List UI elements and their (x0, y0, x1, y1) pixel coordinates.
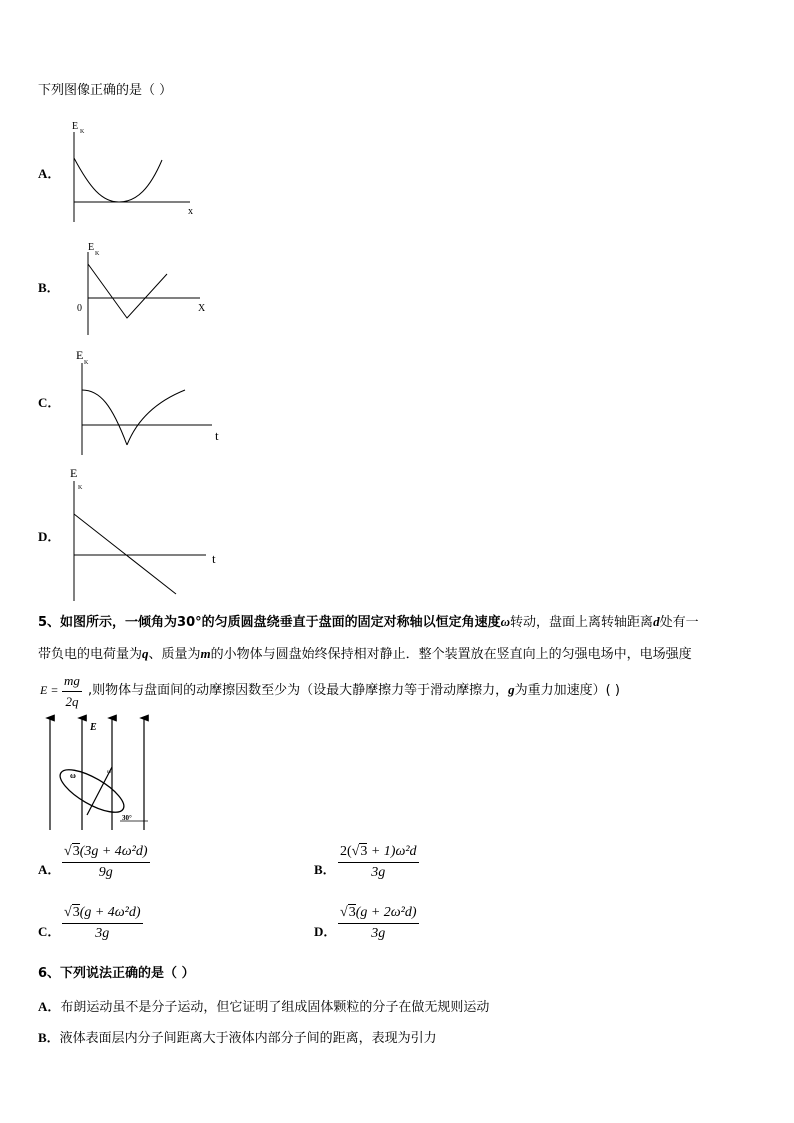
q5-formula-lhs: E = (40, 683, 59, 697)
q5-option-a-label: A． (38, 862, 61, 877)
q5-m: m (200, 646, 211, 661)
q5-formula-fraction (62, 673, 82, 710)
q5-line2c: 的小物体与圆盘始终保持相对静止．整个装置放在竖直向上的匀强电场中，电场强度 (210, 647, 692, 662)
q5-d: d (653, 614, 660, 629)
q5-option-c-label: C． (38, 924, 61, 939)
q5-line1b: 转动，盘面上离转轴距离 (510, 615, 654, 630)
graph-b-ylabel-sub: K (95, 251, 100, 257)
q6-option-b (38, 1030, 437, 1047)
q5-line3 (88, 682, 620, 699)
q5-figure-omega-left: ω (70, 771, 76, 780)
q6-option-a-text: 布朗运动虽不是分子运动，但它证明了组成固体颗粒的分子在做无规则运动 (60, 1000, 490, 1015)
q5-formula-num: mg (62, 673, 82, 692)
graph-a-xlabel: x (188, 206, 193, 217)
q5-option-a-formula: $\frac{\text{√3(3g + 4ω²d)}}{9g}$ (64, 844, 148, 880)
q4-graph-b (72, 238, 222, 338)
q4-stem: 下列图像正确的是（ ） (38, 83, 173, 98)
q6-stem: 6、下列说法正确的是（ ） (38, 966, 195, 981)
q5-option-b-label: B． (314, 862, 336, 877)
graph-a-ylabel: E (72, 121, 79, 132)
q4-graph-a (62, 118, 202, 228)
graph-b-ylabel: E (88, 242, 95, 253)
q5-option-c-formula: $\frac{\text{√3(g + 4ω²d)}}{3g}$ (64, 905, 141, 941)
q4-option-a-label: A． (38, 166, 61, 181)
q5-option-d-label: D． (314, 924, 337, 939)
q5-line2a: 带负电的电荷量为 (38, 647, 143, 662)
q6-option-a (38, 999, 489, 1016)
q6-option-b-text: 液体表面层内分子间距离大于液体内部分子间的距离，表现为引力 (59, 1031, 437, 1046)
graph-d-xlabel: t (212, 551, 216, 566)
graph-c-xlabel: t (215, 428, 219, 443)
q4-option-c-label: C． (38, 395, 61, 410)
q6-option-a-label: A． (38, 999, 61, 1014)
q5-q: q (142, 646, 149, 661)
graph-b-xlabel: X (198, 303, 206, 314)
q5-g: g (508, 682, 515, 697)
q5-figure-field-label: E (90, 722, 97, 733)
q5-omega: ω (500, 614, 511, 629)
q6-option-b-label: B． (38, 1030, 60, 1045)
q4-graph-c (70, 345, 230, 457)
graph-b-origin: 0 (77, 303, 82, 314)
q5-figure (40, 710, 170, 835)
q4-option-d-label: D． (38, 529, 61, 544)
q4-graph-d (66, 463, 231, 603)
graph-c-ylabel-sub: K (84, 360, 89, 366)
q5-line1-text: 5、如图所示，一倾角为30°的匀质圆盘绕垂直于盘面的固定对称轴以恒定角速度 (38, 615, 501, 630)
q5-line2b: 、质量为 (148, 647, 201, 662)
graph-d-ylabel: E (70, 466, 78, 480)
q5-option-d-formula: $\frac{\text{√3(g + 2ω²d)}}{3g}$ (340, 905, 417, 941)
q5-line1 (38, 614, 699, 631)
q5-line2 (38, 646, 692, 663)
q5-line3b: 为重力加速度）( ) (514, 683, 620, 698)
graph-c-ylabel: E (76, 348, 84, 362)
q5-line3a: ,则物体与盘面间的动摩擦因数至少为（设最大静摩擦力等于滑动摩擦力， (88, 683, 509, 698)
q5-line1c: 处有一 (659, 615, 699, 630)
q5-option-b-formula: $\frac{\text{2(√3 + 1)ω²d}}{3g}$ (340, 844, 417, 880)
q5-figure-omega-right: ω (107, 769, 111, 775)
q5-figure-angle-label: 30° (122, 814, 132, 822)
q4-option-b-label: B． (38, 280, 60, 295)
graph-d-ylabel-sub: K (78, 485, 83, 491)
q5-formula-den: 2q (65, 694, 79, 709)
graph-a-ylabel-sub: K (80, 129, 85, 135)
